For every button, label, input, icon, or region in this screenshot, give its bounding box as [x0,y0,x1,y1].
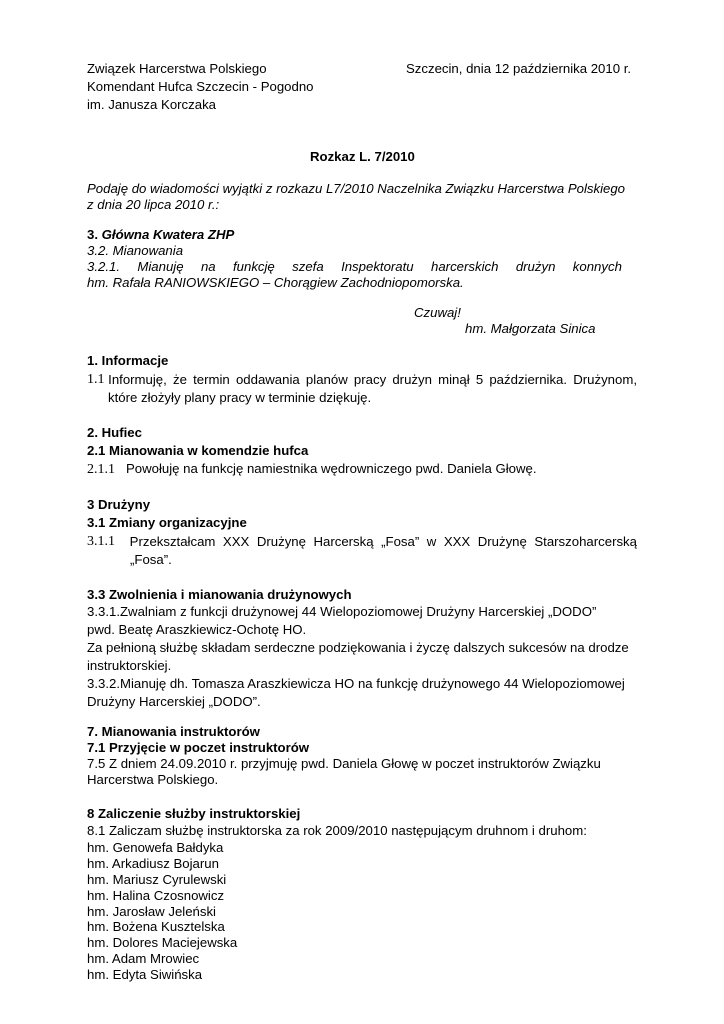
intro-line-1: Podaję do wiadomości wyjątki z rozkazu L7/2010 Naczelnika Związku Harcerstwa Polskiego [87,181,626,196]
commander-line: Komendant Hufca Szczecin - Pogodno [87,79,314,94]
word: Inspektoratu [341,259,414,274]
gkzhp-title: Główna Kwatera ZHP [101,227,235,242]
section-2-item [87,461,537,478]
section-33-line-4: instruktorskiej. [87,658,172,673]
word: 3.2.1. [87,259,120,274]
intro-line-2: z dnia 20 lipca 2010 r.: [87,197,220,212]
word: harcerskich [431,259,499,274]
word: funkcję [232,259,275,274]
place-date: Szczecin, dnia 12 października 2010 r. [406,61,632,76]
section-33-line-2: pwd. Beatę Araszkiewicz-Ochotę HO. [87,622,307,637]
list-item: hm. Dolores Maciejewska [87,935,238,950]
item-number: 2.1.1 [87,462,115,477]
section-7-heading: 7. Mianowania instruktorów [87,724,260,739]
section-3-item [87,534,637,550]
section-33-line-6: Drużyny Harcerskiej „DODO”. [87,694,261,709]
section-8-intro: 8.1 Zaliczam służbę instruktorska za rok 2009/2010 następującym druhnom i druhom: [87,823,587,838]
list-item: hm. Genowefa Bałdyka [87,840,224,855]
list-item: hm. Edyta Siwińska [87,967,203,982]
list-item: hm. Mariusz Cyrulewski [87,872,227,887]
section-3-item-line-2: „Fosa”. [130,552,172,567]
gkzhp-number: 3. [87,227,98,242]
word: szefa [292,259,324,274]
org-name: Związek Harcerstwa Polskiego [87,61,267,76]
word: drużyn [515,259,556,274]
item-number: 3.1.1 [87,534,115,549]
list-item: hm. Bożena Kusztelska [87,919,225,934]
signature-greeting: Czuwaj! [414,305,461,320]
word: na [200,259,216,274]
gkzhp-item-line-2: hm. Rafała RANIOWSKIEGO – Chorągiew Zachodniopomorska. [87,275,464,290]
gkzhp-subheading: 3.2. Mianowania [87,243,184,258]
section-33-heading: 3.3 Zwolnienia i mianowania drużynowych [87,587,352,602]
gkzhp-heading [87,227,234,243]
word: konnych [572,259,622,274]
section-1-item [87,372,637,388]
item-text: Informuję, że termin oddawania planów pracy drużyn minął 5 października. Drużynom, [108,372,637,387]
document-title: Rozkaz L. 7/2010 [310,149,415,164]
section-8-heading: 8 Zaliczenie służby instruktorskiej [87,806,301,821]
list-item: hm. Adam Mrowiec [87,951,200,966]
item-text: Przekształcam XXX Drużynę Harcerską „Fosa” w XXX Drużynę Starszoharcerską [129,534,637,549]
section-1-heading: 1. Informacje [87,353,169,368]
item-number: 1.1 [87,372,105,387]
patron-line: im. Janusza Korczaka [87,97,216,112]
section-7-line-2: Harcerstwa Polskiego. [87,772,219,787]
section-2-heading: 2. Hufiec [87,425,142,440]
word: Mianuję [137,259,184,274]
section-33-line-1: 3.3.1.Zwalniam z funkcji drużynowej 44 Wielopoziomowej Drużyny Harcerskiej „DODO” [87,604,597,619]
item-text: Powołuję na funkcję namiestnika wędrowniczego pwd. Daniela Głowę. [126,461,537,476]
section-3-heading: 3 Drużyny [87,497,151,512]
section-33-line-3: Za pełnioną służbę składam serdeczne podziękowania i życzę dalszych sukcesów na drodze [87,640,629,655]
section-7-subheading: 7.1 Przyjęcie w poczet instruktorów [87,740,310,755]
section-3-subheading: 3.1 Zmiany organizacyjne [87,515,247,530]
section-1-item-line-2: które złożyły plany pracy w terminie dziękuję. [108,390,372,405]
section-7-line-1: 7.5 Z dniem 24.09.2010 r. przyjmuję pwd. Daniela Głowę w poczet instruktorów Związku [87,756,601,771]
gkzhp-item-line-1 [87,259,622,275]
list-item: hm. Halina Czosnowicz [87,888,225,903]
section-2-subheading: 2.1 Mianowania w komendzie hufca [87,443,309,458]
signature-name: hm. Małgorzata Sinica [465,321,596,336]
list-item: hm. Arkadiusz Bojarun [87,856,219,871]
list-item: hm. Jarosław Jeleński [87,904,216,919]
section-33-line-5: 3.3.2.Mianuję dh. Tomasza Araszkiewicza HO na funkcję drużynowego 44 Wielopoziomowej [87,676,625,691]
